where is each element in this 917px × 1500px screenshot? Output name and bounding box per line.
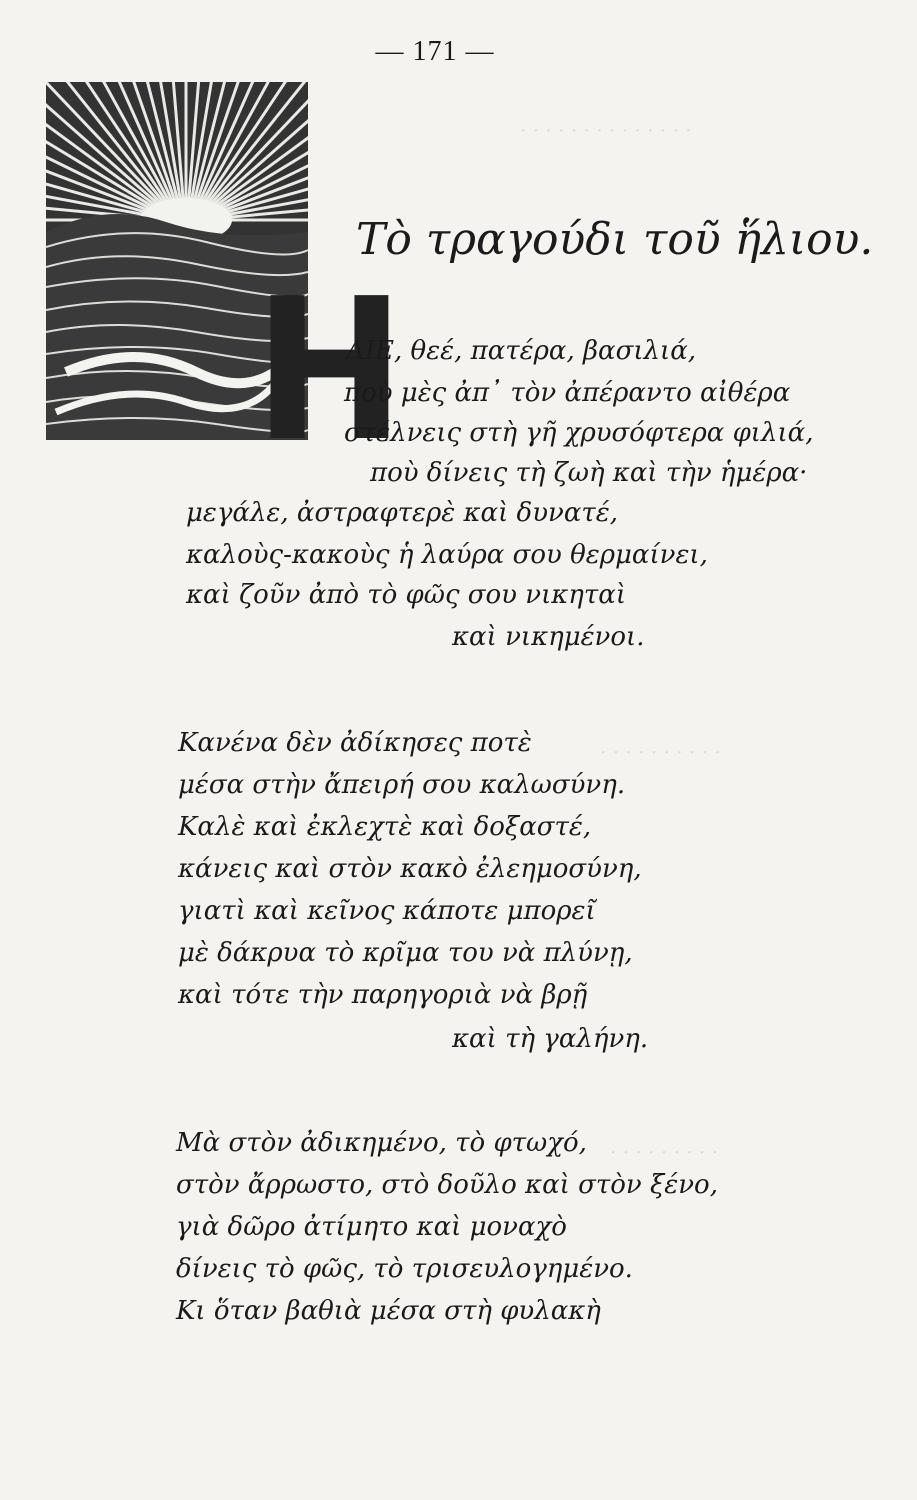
page-number: — 171 — [375,36,495,67]
poem-line: γιὰ δῶρο ἀτίμητο καὶ μοναχὸ [176,1212,567,1242]
poem-line: καὶ τότε τὴν παρηγοριὰ νὰ βρῇ [178,980,588,1010]
poem-title: Τὸ τραγούδι τοῦ ἥλιου. [356,214,874,265]
poem-line: Κανένα δὲν ἀδίκησες ποτὲ [178,728,532,758]
poem-line: στέλνεις στὴ γῆ χρυσόφτερα φιλιά, [344,418,814,448]
poem-line: δίνεις τὸ φῶς, τὸ τρισευλογημένο. [176,1254,633,1284]
poem-line: ποὺ μὲς ἀπ᾽ τὸν ἀπέραντο αἰθέρα [344,378,791,408]
poem-line: μεγάλε, ἀστραφτερὲ καὶ δυνατέ, [186,498,618,528]
poem-line: καλοὺς-κακοὺς ἡ λαύρα σου θερμαίνει, [186,540,708,570]
poem-line: μὲ δάκρυα τὸ κρῖμα του νὰ πλύνῃ, [178,938,633,968]
poem-line: μέσα στὴν ἄπειρή σου καλωσύνη. [178,770,626,800]
poem-line: Καλὲ καὶ ἐκλεχτὲ καὶ δοξαστέ, [178,812,592,842]
poem-line: Μὰ στὸν ἀδικημένο, τὸ φτωχό, [176,1128,587,1158]
poem-line: καὶ τὴ γαλήνη. [452,1024,649,1054]
poem-line: στὸν ἄρρωστο, στὸ δοῦλο καὶ στὸν ξένο, [176,1170,718,1200]
poem-line: ποὺ δίνεις τὴ ζωὴ καὶ τὴν ἡμέρα· [370,458,808,488]
poem-line: γιατὶ καὶ κεῖνος κάποτε μπορεῖ [178,896,596,926]
poem-line: κάνεις καὶ στὸν κακὸ ἐλεημοσύνη, [178,854,642,884]
drop-cap-letter: Η [254,257,405,485]
poem-line: Κι ὅταν βαθιὰ μέσα στὴ φυλακὴ [176,1296,601,1326]
poem-line: καὶ ζοῦν ἀπὸ τὸ φῶς σου νικηταὶ [186,580,627,610]
poem-line: καὶ νικημένοι. [452,622,645,652]
poem-line: ΛΙΕ, θεέ, πατέρα, βασιλιά, [346,336,697,366]
book-page: · · · · · · · · · · · · · · · · · · · · · · · · · · · · · · · · · — 171 — Η Τὸ τραγούδι τοῦ ἥλιου. ΛΙΕ, θεέ, πατέρα, βασιλιά, ποὺ μὲς ἀπ᾽ τὸν ἀπέραντο αἰθέρα στέλνεις στὴ γῆ χρυσόφτερα φιλιά, ποὺ δίνεις τὴ ζωὴ καὶ τὴν ἡμέρα· μεγάλε, ἀστραφτερὲ καὶ δυνατέ, καλοὺς-κακοὺς ἡ λαύρα σου θερμαίνει, καὶ ζοῦν ἀπὸ τὸ φῶς σου νικηταὶ καὶ νικημένοι. Κανένα δὲν ἀδίκησες ποτὲ μέσα στὴν ἄπειρή σου καλωσύνη. Καλὲ καὶ ἐκλεχτὲ καὶ δοξαστέ, κάνεις καὶ στὸν κακὸ ἐλεημοσύνη, γιατὶ καὶ κεῖνος κάποτε μπορεῖ μὲ δάκρυα τὸ κρῖμα του νὰ πλύνῃ, καὶ τότε τὴν παρηγοριὰ νὰ βρῇ καὶ τὴ γαλήνη. Μὰ στὸν ἀδικημένο, τὸ φτωχό, στὸν ἄρρωστο, στὸ δοῦλο καὶ στὸν ξένο, γιὰ δῶρο ἀτίμητο καὶ μοναχὸ δίνεις τὸ φῶς, τὸ τρισευλογημένο. Κι ὅταν βαθιὰ μέσα στὴ φυλακὴ [0,0,917,1500]
